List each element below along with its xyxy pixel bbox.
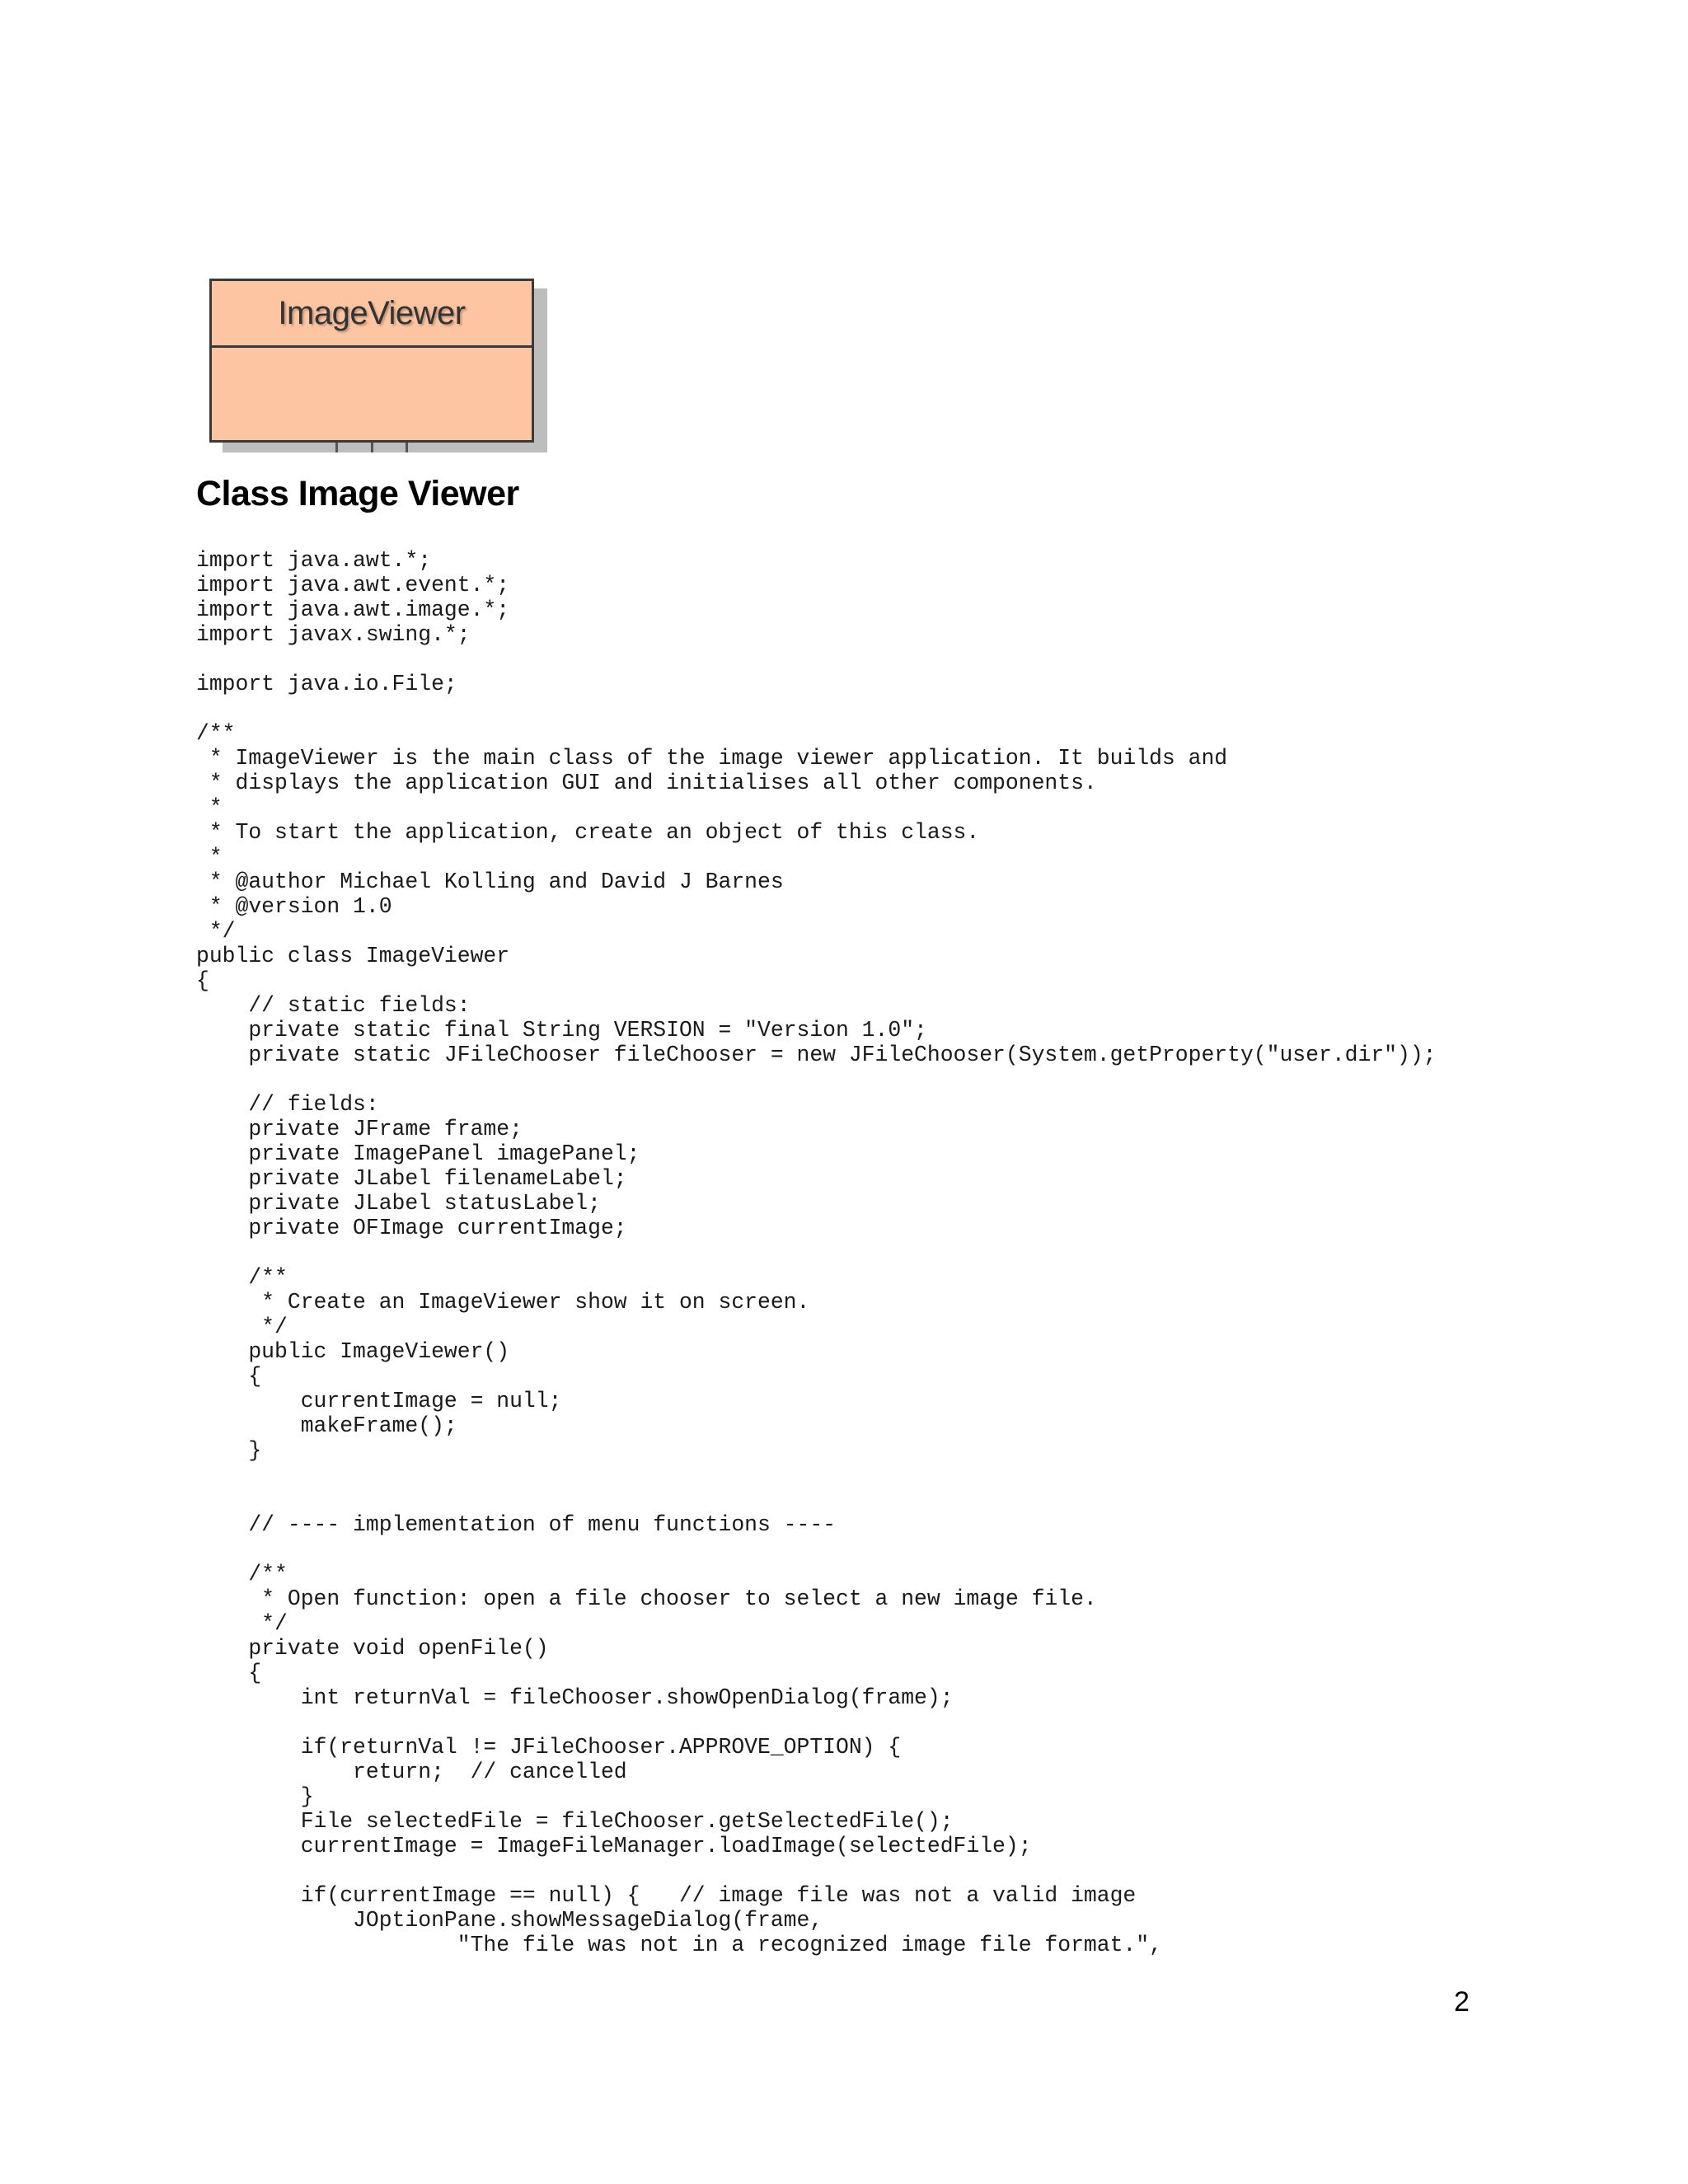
code-line: // fields: xyxy=(196,1092,379,1117)
uml-class-name: ImageViewer xyxy=(212,281,532,348)
code-line: if(returnVal != JFileChooser.APPROVE_OPTION) { xyxy=(196,1735,902,1760)
code-line: return; // cancelled xyxy=(196,1760,627,1784)
code-line: * Create an ImageViewer show it on screen. xyxy=(196,1290,810,1315)
code-line: */ xyxy=(196,919,236,944)
code-line: import java.awt.image.*; xyxy=(196,598,510,622)
code-line: /** xyxy=(196,1562,288,1586)
code-line: if(currentImage == null) { // image file was not a valid image xyxy=(196,1883,1137,1908)
code-line: makeFrame(); xyxy=(196,1413,457,1438)
uml-connector-tick xyxy=(406,443,408,452)
code-line xyxy=(196,647,1437,672)
code-line: { xyxy=(196,968,209,993)
code-line: private static final String VERSION = "Version 1.0"; xyxy=(196,1018,927,1043)
code-line: private JLabel filenameLabel; xyxy=(196,1166,627,1191)
code-line: */ xyxy=(196,1611,288,1636)
code-line: private static JFileChooser fileChooser = new JFileChooser(System.getProperty("user.dir")); xyxy=(196,1043,1437,1067)
code-line: * To start the application, create an object of this class. xyxy=(196,820,980,845)
code-line xyxy=(196,1463,1437,1488)
code-line: JOptionPane.showMessageDialog(frame, xyxy=(196,1908,823,1933)
code-line: import java.awt.*; xyxy=(196,548,432,573)
uml-connector-tick xyxy=(335,443,338,452)
code-listing xyxy=(196,548,1437,1957)
code-line: { xyxy=(196,1364,262,1389)
code-line: } xyxy=(196,1784,314,1809)
code-line xyxy=(196,1537,1437,1562)
page-number: 2 xyxy=(1454,1986,1470,2018)
code-line: import java.awt.event.*; xyxy=(196,573,510,598)
code-line xyxy=(196,1488,1437,1512)
code-line: * @author Michael Kolling and David J Barnes xyxy=(196,869,784,894)
code-line: private OFImage currentImage; xyxy=(196,1216,627,1240)
uml-class-box xyxy=(209,279,534,443)
code-line: /** xyxy=(196,721,236,746)
code-line xyxy=(196,1858,1437,1883)
code-line: // ---- implementation of menu functions ---- xyxy=(196,1512,837,1537)
code-line xyxy=(196,1240,1437,1265)
code-line: private void openFile() xyxy=(196,1636,549,1661)
code-line: private JFrame frame; xyxy=(196,1117,523,1141)
code-line: currentImage = null; xyxy=(196,1389,562,1413)
code-line: } xyxy=(196,1438,262,1463)
code-line: currentImage = ImageFileManager.loadImage(selectedFile); xyxy=(196,1834,1032,1858)
page-heading: Class Image Viewer xyxy=(196,474,519,513)
code-line: /** xyxy=(196,1265,288,1290)
code-line: import javax.swing.*; xyxy=(196,622,471,647)
code-line: * ImageViewer is the main class of the image viewer application. It builds and xyxy=(196,746,1228,771)
code-line: * @version 1.0 xyxy=(196,894,392,919)
code-line: * xyxy=(196,845,223,869)
code-line: */ xyxy=(196,1315,288,1339)
code-line: File selectedFile = fileChooser.getSelectedFile(); xyxy=(196,1809,954,1834)
code-line: int returnVal = fileChooser.showOpenDialog(frame); xyxy=(196,1685,954,1710)
code-line: import java.io.File; xyxy=(196,672,457,696)
code-line: public class ImageViewer xyxy=(196,944,510,968)
code-line: * xyxy=(196,795,223,820)
code-line: public ImageViewer() xyxy=(196,1339,510,1364)
code-line xyxy=(196,1067,1437,1092)
code-line: "The file was not in a recognized image file format.", xyxy=(196,1933,1162,1957)
code-line: * Open function: open a file chooser to select a new image file. xyxy=(196,1586,1097,1611)
code-line xyxy=(196,1710,1437,1735)
uml-connector-tick xyxy=(371,443,373,452)
code-line: private JLabel statusLabel; xyxy=(196,1191,601,1216)
code-line: // static fields: xyxy=(196,993,471,1018)
code-line xyxy=(196,696,1437,721)
code-line: private ImagePanel imagePanel; xyxy=(196,1141,640,1166)
code-line: { xyxy=(196,1661,262,1685)
code-line: * displays the application GUI and initialises all other components. xyxy=(196,771,1097,795)
